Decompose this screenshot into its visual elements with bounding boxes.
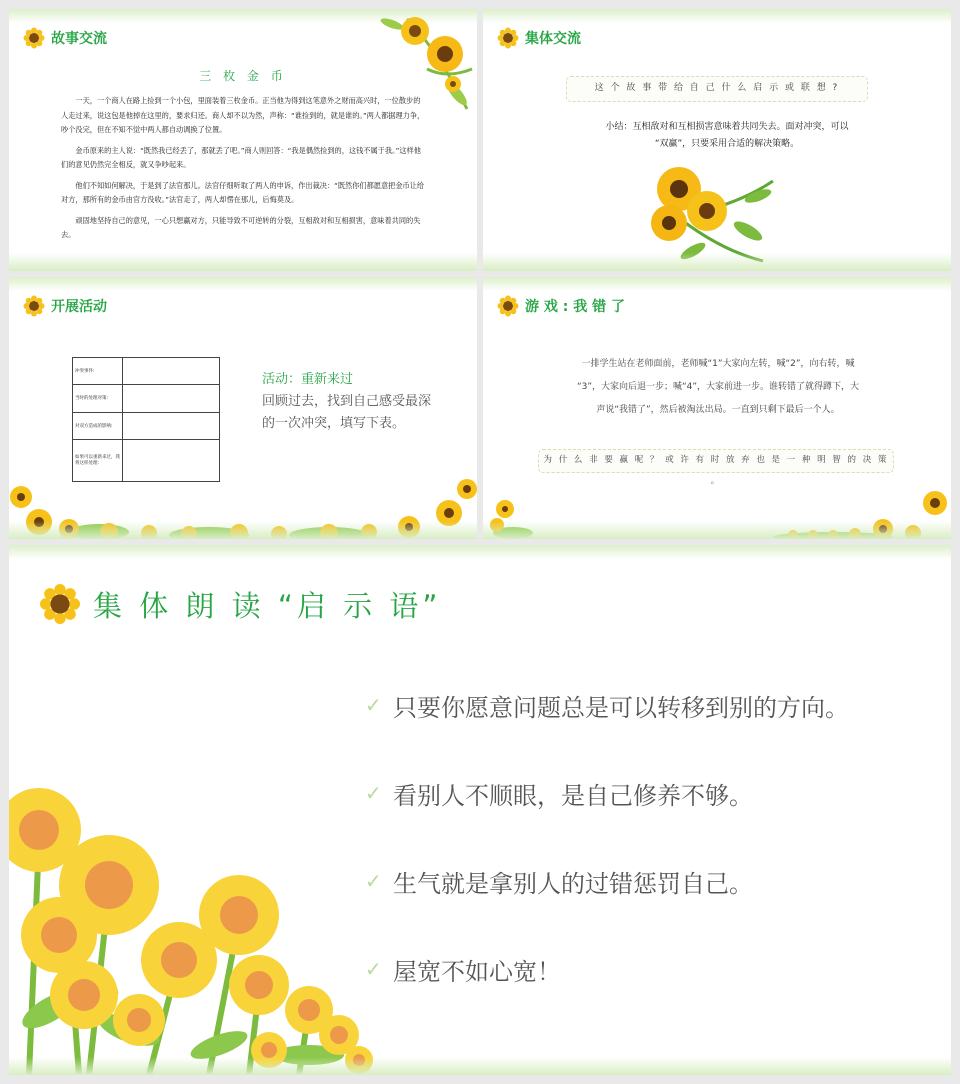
summary-line: 小结：互相敌对和互相损害意味着共同失去。面对冲突，可以: [605, 122, 849, 132]
table-label-cell: 冲突事件:: [73, 358, 123, 385]
slide-title: [497, 295, 625, 317]
slide-title-text: 开展活动: [51, 299, 107, 315]
sunflower-border-decoration: [9, 477, 477, 539]
slide-title: [23, 27, 107, 49]
slide-group-discussion[interactable]: [483, 9, 951, 271]
table-label-cell: 对双方造成的影响:: [73, 412, 123, 439]
story-paragraph: 一天，一个商人在路上捡到一个小包，里面装着三枚金币。正当他为得到这笔意外之财而高兴时，一位散步的人走过来，说这包是他掉在这里的，要求归还。商人却不以为然，声称：“谁捡到的，就是谁的。”两人都据理力争，吵个没完，但在不知不觉中两人都自动调换了位置。: [61, 96, 425, 134]
table-label-cell: 当时的处理对策:: [73, 385, 123, 412]
sunflower-field-image: [9, 760, 379, 1075]
slide-story[interactable]: [9, 9, 477, 271]
activity-title: 活动：重新来过: [262, 372, 354, 387]
question-text: 这 个 故 事 带 给 自 己 什 么 启 示 或 联 想 ?: [594, 83, 840, 93]
story-paragraph: 他们不知如何解决，于是到了法官那儿。法官仔细听取了两人的申诉，作出裁决：“既然你们都愿意把金币让给对方，那所有的金币由官方没收。”法官走了，两人却愣在那儿，后悔莫及。: [61, 180, 425, 204]
motto-text: 生气就是拿别人的过错惩罚自己。: [393, 869, 753, 898]
table-label-cell: 如果可以重新来过，我将这样处理:: [73, 439, 123, 481]
sunflower-icon: [23, 27, 45, 49]
motto-text: 看别人不顺眼，是自己修养不够。: [393, 781, 753, 810]
table-blank-cell[interactable]: [123, 358, 220, 385]
table-blank-cell[interactable]: [123, 412, 220, 439]
sunflower-border-decoration: [483, 489, 951, 539]
sunflower-icon: [497, 295, 519, 317]
motto-text: 只要你愿意问题总是可以转移到别的方向。: [393, 693, 849, 722]
slide-title-text: 集 体 朗 读 “启 示 语”: [93, 588, 442, 623]
sunflower-icon: [497, 27, 519, 49]
slide-title: [497, 27, 581, 49]
story-title: 三 枚 金 币: [199, 69, 287, 83]
slide-group-reading[interactable]: [9, 545, 951, 1075]
slide-activity[interactable]: [9, 277, 477, 539]
story-paragraph: 顽固地坚持自己的意见，一心只想赢对方，只能导致不可逆转的分裂，互相敌对和互相损害，意味着共同的失去。: [61, 215, 421, 239]
sunflower-bouquet-image: [643, 161, 793, 271]
table-row: [73, 385, 220, 412]
summary-text: [583, 119, 871, 153]
list-item: [365, 859, 849, 903]
summary-line: “双赢”，只要采用合适的解决策略。: [654, 139, 800, 149]
motto-text: 屋宽不如心宽！: [393, 957, 561, 986]
check-icon: ✓: [365, 781, 382, 805]
conflict-form-table: [72, 357, 220, 482]
table-blank-cell[interactable]: [123, 439, 220, 481]
list-item: [365, 771, 849, 815]
slide-title: [39, 583, 441, 625]
game-rules-line: 声说“我错了”，然后被淘汰出局。一直到只剩下最后一个人。: [596, 405, 840, 415]
check-icon: ✓: [365, 693, 382, 717]
list-item: [365, 683, 849, 727]
story-paragraph: 金币原来的主人说：“既然我已经丢了，那就丢了吧。”商人则回答：“我是偶然捡到的，这钱不属于我。”这样他们的意见仍然完全相反，就又争吵起来。: [61, 145, 421, 169]
game-rules-text: [555, 353, 881, 422]
table-row: [73, 358, 220, 385]
motto-list: [365, 683, 849, 1035]
slide-title-text: 游 戏 : 我 错 了: [525, 299, 625, 315]
slide-title-text: 集体交流: [525, 31, 581, 47]
check-icon: ✓: [365, 957, 382, 981]
activity-text: 回顾过去，找到自己感受最深的一次冲突，填写下表。: [262, 394, 432, 431]
game-rules-line: “3”，大家向后退一步；喊“4”，大家前进一步。谁转错了就得蹲下，大: [576, 382, 860, 392]
table-row: [73, 412, 220, 439]
slide-title-text: 故事交流: [51, 31, 107, 47]
table-blank-cell[interactable]: [123, 385, 220, 412]
activity-description: [262, 369, 432, 435]
sunflower-icon: [39, 583, 81, 625]
question-box: [566, 76, 868, 102]
table-row: [73, 439, 220, 481]
list-item: [365, 947, 849, 991]
story-text: [61, 94, 425, 249]
game-rules-line: 一排学生站在老师面前，老师喊“1”大家向左转，喊“2”，向右转，喊: [581, 359, 855, 369]
slide-title: [23, 295, 107, 317]
question-box: [538, 449, 894, 486]
question-text: 为 什 么 非 要 赢 呢 ？ 或 许 有 时 放 弃 也 是 一 种 明 智 的 决 策 。: [543, 455, 889, 486]
sunflower-icon: [23, 295, 45, 317]
slide-game[interactable]: [483, 277, 951, 539]
check-icon: ✓: [365, 869, 382, 893]
